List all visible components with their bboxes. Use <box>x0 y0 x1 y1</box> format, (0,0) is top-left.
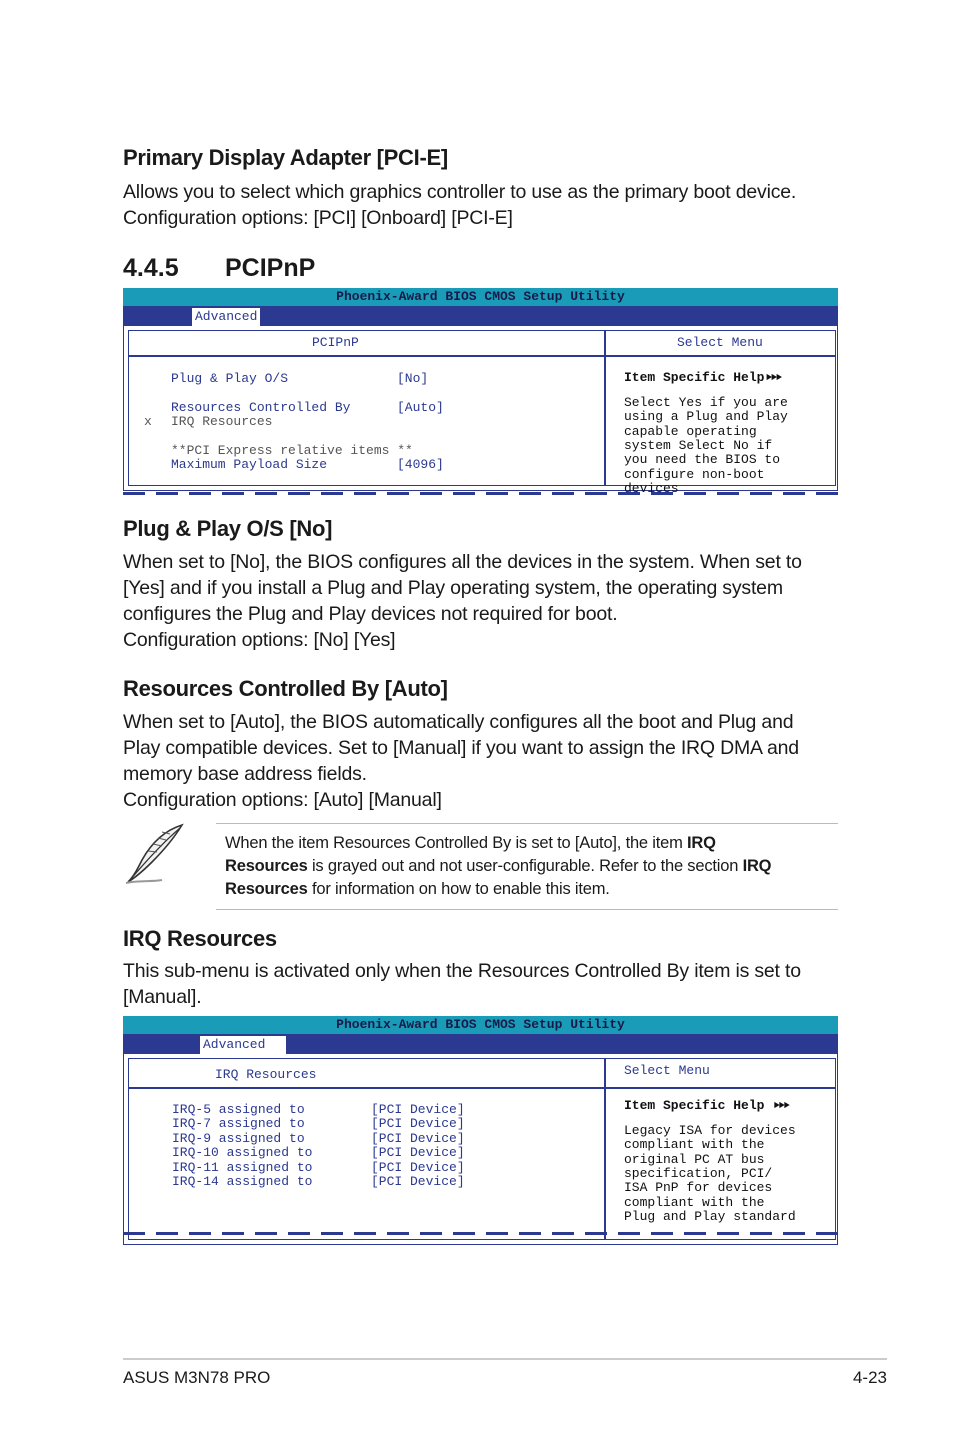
left-pane-menu <box>128 356 605 486</box>
right-pane-help <box>605 1088 836 1240</box>
resources-desc-line2: Play compatible devices. Set to [Manual] if you want to assign the IRQ DMA and <box>123 737 799 759</box>
bios-bottom-dashes <box>123 1232 840 1235</box>
right-pane-header <box>605 330 836 356</box>
menu-item-disabled-marker: x <box>144 414 152 429</box>
left-pane-header <box>128 330 605 356</box>
bios-title-bar: Phoenix-Award BIOS CMOS Setup Utility <box>123 288 838 306</box>
menu-value-irq10[interactable]: [PCI Device] <box>371 1145 465 1160</box>
plugplay-desc-line3: configures the Plug and Play devices not required for boot. <box>123 603 618 625</box>
menu-item-irq7[interactable]: IRQ-7 assigned to <box>172 1116 305 1131</box>
help-line: compliant with the <box>624 1195 765 1210</box>
help-line: Plug and Play standard <box>624 1209 796 1224</box>
bios-body <box>123 1054 838 1245</box>
menu-item-irq-resources: IRQ Resources <box>171 414 273 429</box>
menu-value-irq11[interactable]: [PCI Device] <box>371 1160 465 1175</box>
help-title: Item Specific Help⯈⯈⯈ <box>624 370 780 385</box>
help-line: configure non-boot <box>624 467 765 482</box>
section-heading-irq: IRQ Resources <box>123 926 277 951</box>
menu-item-irq5[interactable]: IRQ-5 assigned to <box>172 1102 305 1117</box>
section-heading-plug-play: Plug & Play O/S [No] <box>123 516 333 541</box>
help-line: system Select No if <box>624 438 773 453</box>
menu-value-irq14[interactable]: [PCI Device] <box>371 1174 465 1189</box>
menu-item-plug-play-os[interactable]: Plug & Play O/S <box>171 371 289 386</box>
right-pane-title: Select Menu <box>624 1063 710 1078</box>
bios-screen-irq-resources <box>123 1016 838 1245</box>
section-heading-primary-display: Primary Display Adapter [PCI-E] <box>123 145 448 170</box>
menu-item-irq14[interactable]: IRQ-14 assigned to <box>172 1174 313 1189</box>
resources-desc-line3: memory base address fields. <box>123 763 367 785</box>
triple-arrow-icon: ⯈⯈⯈ <box>772 1101 788 1112</box>
right-pane-header <box>605 1058 836 1088</box>
primary-desc-line1: Allows you to select which graphics controller to use as the primary boot device. <box>123 181 797 203</box>
plugplay-desc-line1: When set to [No], the BIOS configures all the devices in the system. When set to <box>123 551 802 573</box>
bios-screen-pcipnp <box>123 288 838 491</box>
bios-body <box>123 326 838 491</box>
irq-desc-line1: This sub-menu is activated only when the Resources Controlled By item is set to <box>123 960 801 982</box>
menu-value-max-payload[interactable]: [4096] <box>397 457 444 472</box>
menu-item-irq9[interactable]: IRQ-9 assigned to <box>172 1131 305 1146</box>
menu-value-irq5[interactable]: [PCI Device] <box>371 1102 465 1117</box>
plugplay-desc-line2: [Yes] and if you install a Plug and Play operating system, the operating system <box>123 577 783 599</box>
plugplay-desc-line4: Configuration options: [No] [Yes] <box>123 629 396 651</box>
menu-value-irq7[interactable]: [PCI Device] <box>371 1116 465 1131</box>
bios-tab-advanced[interactable]: Advanced <box>192 308 260 326</box>
left-pane-menu <box>128 1088 605 1240</box>
right-pane-title: Select Menu <box>677 335 763 350</box>
resources-desc-line1: When set to [Auto], the BIOS automatically configures all the boot and Plug and <box>123 711 794 733</box>
note-top-rule <box>216 823 838 824</box>
menu-item-max-payload[interactable]: Maximum Payload Size <box>171 457 328 472</box>
chapter-number: 4.4.5 <box>123 254 179 282</box>
bios-bottom-dashes <box>123 492 840 495</box>
menu-item-irq11[interactable]: IRQ-11 assigned to <box>172 1160 313 1175</box>
help-line: original PC AT bus <box>624 1152 765 1167</box>
menu-group-label: **PCI Express relative items ** <box>171 443 413 458</box>
help-line: Select Yes if you are <box>624 395 788 410</box>
menu-item-irq10[interactable]: IRQ-10 assigned to <box>172 1145 313 1160</box>
quill-pen-icon <box>122 822 186 886</box>
resources-desc-line4: Configuration options: [Auto] [Manual] <box>123 789 442 811</box>
footer-page-number: 4-23 <box>852 1368 887 1387</box>
help-line: capable operating <box>624 424 757 439</box>
bios-tab-advanced[interactable]: Advanced <box>200 1036 286 1054</box>
bios-tab-bar <box>123 306 838 326</box>
irq-desc-line2: [Manual]. <box>123 986 202 1008</box>
help-line: specification, PCI/ <box>624 1166 773 1181</box>
left-pane-title: IRQ Resources <box>215 1067 317 1082</box>
menu-value-resources-controlled[interactable]: [Auto] <box>397 400 444 415</box>
help-line: ISA PnP for devices <box>624 1180 773 1195</box>
primary-desc-line2: Configuration options: [PCI] [Onboard] [PCI-E] <box>123 207 513 229</box>
chapter-title: PCIPnP <box>225 254 316 282</box>
help-line: you need the BIOS to <box>624 452 781 467</box>
note-text: When the item Resources Controlled By is set to [Auto], the item IRQ Resources is grayed out and not user-configurable. Refer to the section IRQ Resources for information on how to enable this item. <box>225 834 772 898</box>
section-heading-resources: Resources Controlled By [Auto] <box>123 676 448 701</box>
help-line: devices <box>624 482 679 492</box>
menu-item-resources-controlled[interactable]: Resources Controlled By <box>171 400 351 415</box>
right-pane-help <box>605 356 836 492</box>
bios-title-bar: Phoenix-Award BIOS CMOS Setup Utility <box>123 1016 838 1034</box>
help-line: Legacy ISA for devices <box>624 1123 796 1138</box>
bios-tab-bar <box>123 1034 838 1054</box>
left-pane-header <box>128 1058 605 1088</box>
left-pane-title: PCIPnP <box>312 335 359 350</box>
footer-product-name: ASUS M3N78 PRO <box>123 1368 271 1387</box>
menu-value-plug-play-os[interactable]: [No] <box>397 371 429 386</box>
help-title: Item Specific Help ⯈⯈⯈ <box>624 1098 788 1113</box>
footer-rule <box>123 1358 887 1360</box>
note-bottom-rule <box>216 909 838 910</box>
help-line: using a Plug and Play <box>624 409 788 424</box>
help-line: compliant with the <box>624 1137 765 1152</box>
triple-arrow-icon: ⯈⯈⯈ <box>764 373 780 384</box>
menu-value-irq9[interactable]: [PCI Device] <box>371 1131 465 1146</box>
